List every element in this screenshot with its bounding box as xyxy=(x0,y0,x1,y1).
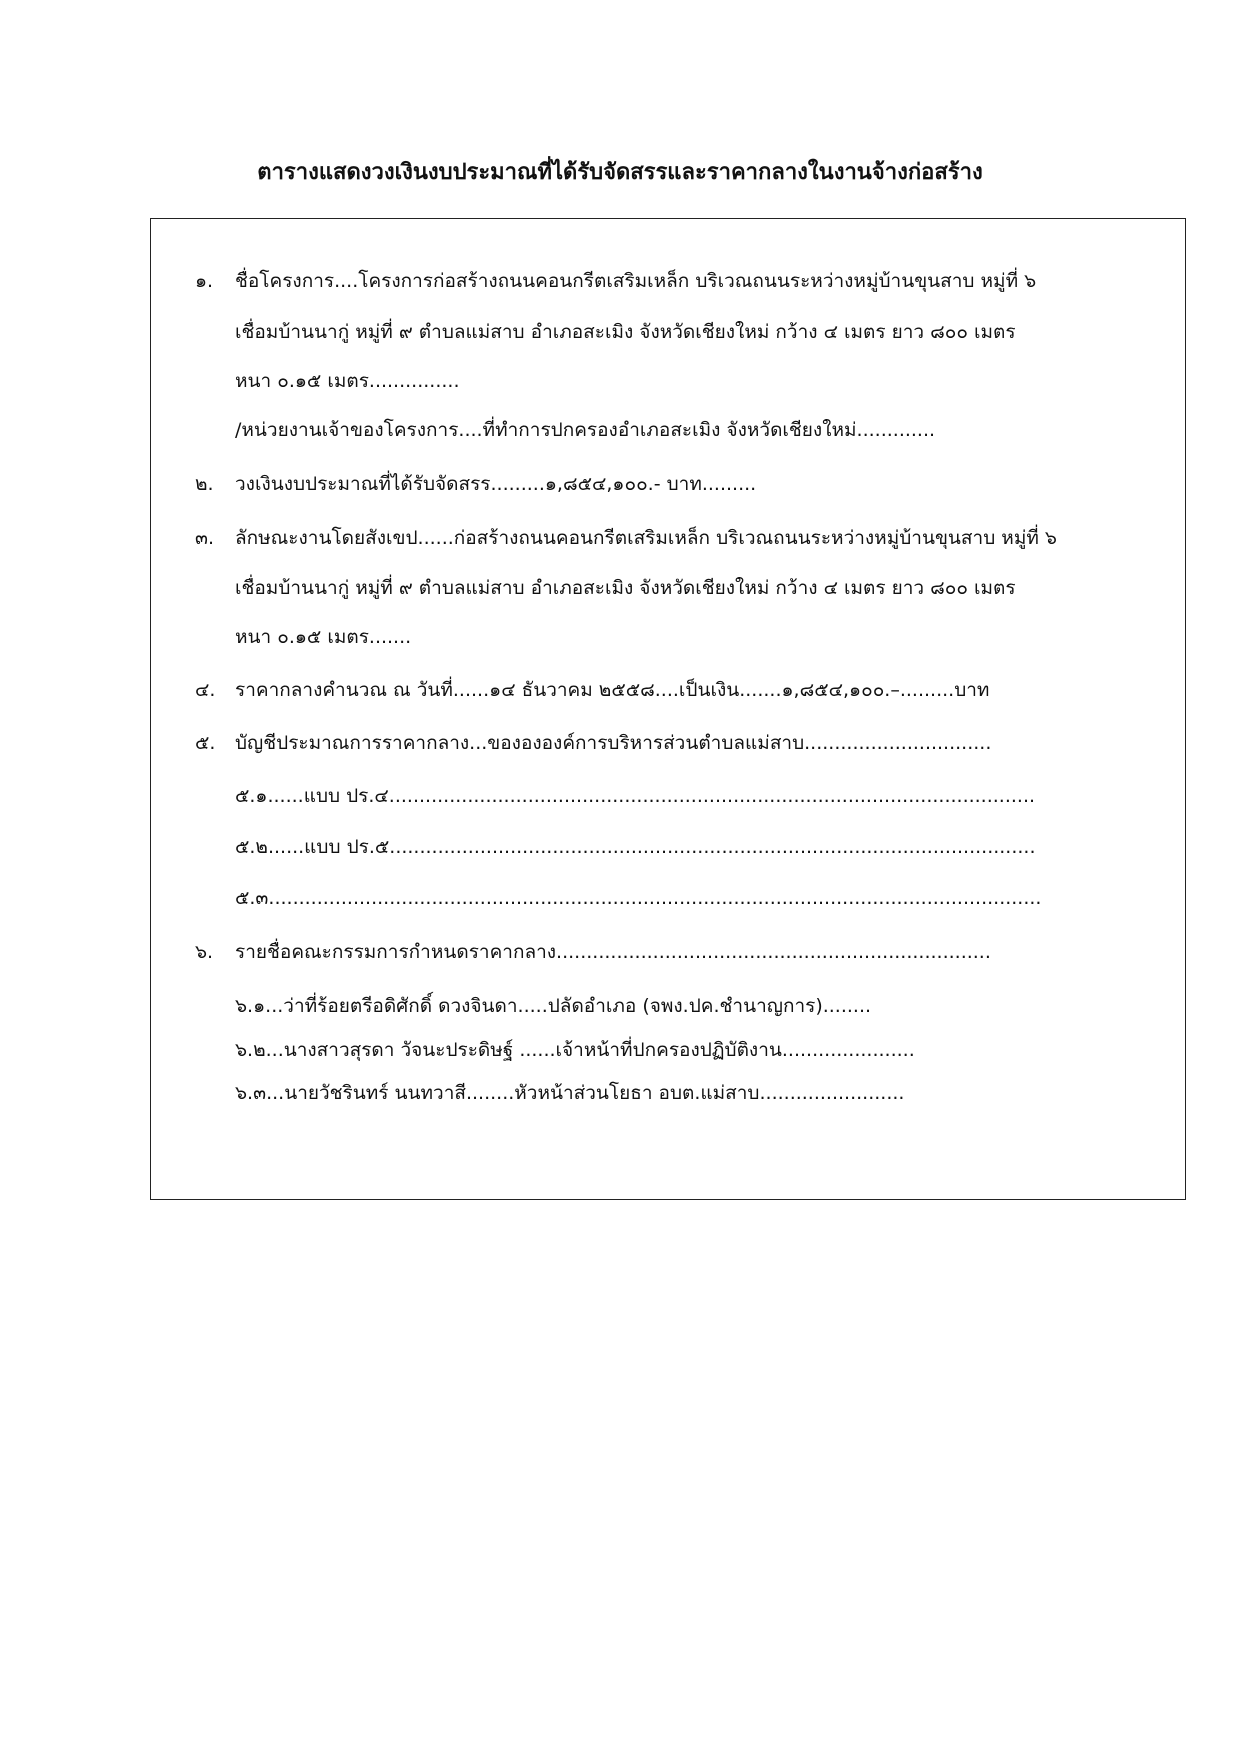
sub-item-5-1-text: ๕.๑......แบบ ปร.๔........................................................................................................... xyxy=(235,785,1036,807)
item-1-text-line-3: หนา ๐.๑๕ เมตร............... xyxy=(235,370,460,392)
sub-item-6-2-text: ๖.๒...นางสาวสุรดา วัจนะประดิษฐ์ ......เจ้าหน้าที่ปกครองปฏิบัติงาน...................... xyxy=(235,1039,915,1061)
item-5-number: ๕. xyxy=(195,732,216,754)
item-3-number: ๓. xyxy=(195,527,215,549)
item-6-number: ๖. xyxy=(195,941,214,963)
item-5-text-line-1: บัญชีประมาณการราคากลาง...ของององค์การบริหารส่วนตำบลแม่สาบ............................... xyxy=(235,732,992,754)
item-1-number: ๑. xyxy=(195,270,214,292)
sub-item-6-1-text: ๖.๑...ว่าที่ร้อยตรีอดิศักดิ์ ดวงจินดา.....ปลัดอำเภอ (จพง.ปค.ชำนาญการ)........ xyxy=(235,995,872,1017)
item-2-number: ๒. xyxy=(195,473,214,495)
item-3-text-line-3: หนา ๐.๑๕ เมตร....... xyxy=(235,626,412,648)
item-6-text-line-1: รายชื่อคณะกรรมการกำหนดราคากลาง........................................................................ xyxy=(235,941,991,963)
item-1-text-line-4: /หน่วยงานเจ้าของโครงการ....ที่ทำการปกครองอำเภอสะเมิง จังหวัดเชียงใหม่............. xyxy=(235,419,936,441)
item-4-text-line-1: ราคากลางคำนวณ ณ วันที่......๑๔ ธันวาคม ๒๕๕๘....เป็นเงิน.......๑,๘๕๔,๑๐๐.–.........บาท xyxy=(235,679,990,701)
item-2-text-line-1: วงเงินงบประมาณที่ได้รับจัดสรร.........๑,๘๕๔,๑๐๐.- บาท......... xyxy=(235,473,757,495)
sub-item-5-3-text: ๕.๓................................................................................................................................ xyxy=(235,887,1042,909)
item-4-number: ๔. xyxy=(195,679,216,701)
document-title: ตารางแสดงวงเงินงบประมาณที่ได้รับจัดสรรและราคากลางในงานจ้างก่อสร้าง xyxy=(257,160,983,185)
sub-item-6-3-text: ๖.๓...นายวัชรินทร์ นนทวาสี........หัวหน้าส่วนโยธา อบต.แม่สาบ........................ xyxy=(235,1082,905,1104)
item-1-text-line-2: เชื่อมบ้านนากู่ หมู่ที่ ๙ ตำบลแม่สาบ อำเภอสะเมิง จังหวัดเชียงใหม่ กว้าง ๔ เมตร ยาว ๘๐๐ เมตร xyxy=(235,321,1016,343)
item-3-text-line-1: ลักษณะงานโดยสังเขป......ก่อสร้างถนนคอนกรีตเสริมเหล็ก บริเวณถนนระหว่างหมู่บ้านขุนสาบ หมู่ที่ ๖ xyxy=(235,527,1057,549)
content-frame xyxy=(150,218,1186,1200)
sub-item-5-2-text: ๕.๒......แบบ ปร.๕........................................................................................................... xyxy=(235,836,1036,858)
item-1-text-line-1: ชื่อโครงการ....โครงการก่อสร้างถนนคอนกรีตเสริมเหล็ก บริเวณถนนระหว่างหมู่บ้านขุนสาบ หมู่ที่ ๖ xyxy=(235,270,1037,292)
item-3-text-line-2: เชื่อมบ้านนากู่ หมู่ที่ ๙ ตำบลแม่สาบ อำเภอสะเมิง จังหวัดเชียงใหม่ กว้าง ๔ เมตร ยาว ๘๐๐ เมตร xyxy=(235,577,1016,599)
